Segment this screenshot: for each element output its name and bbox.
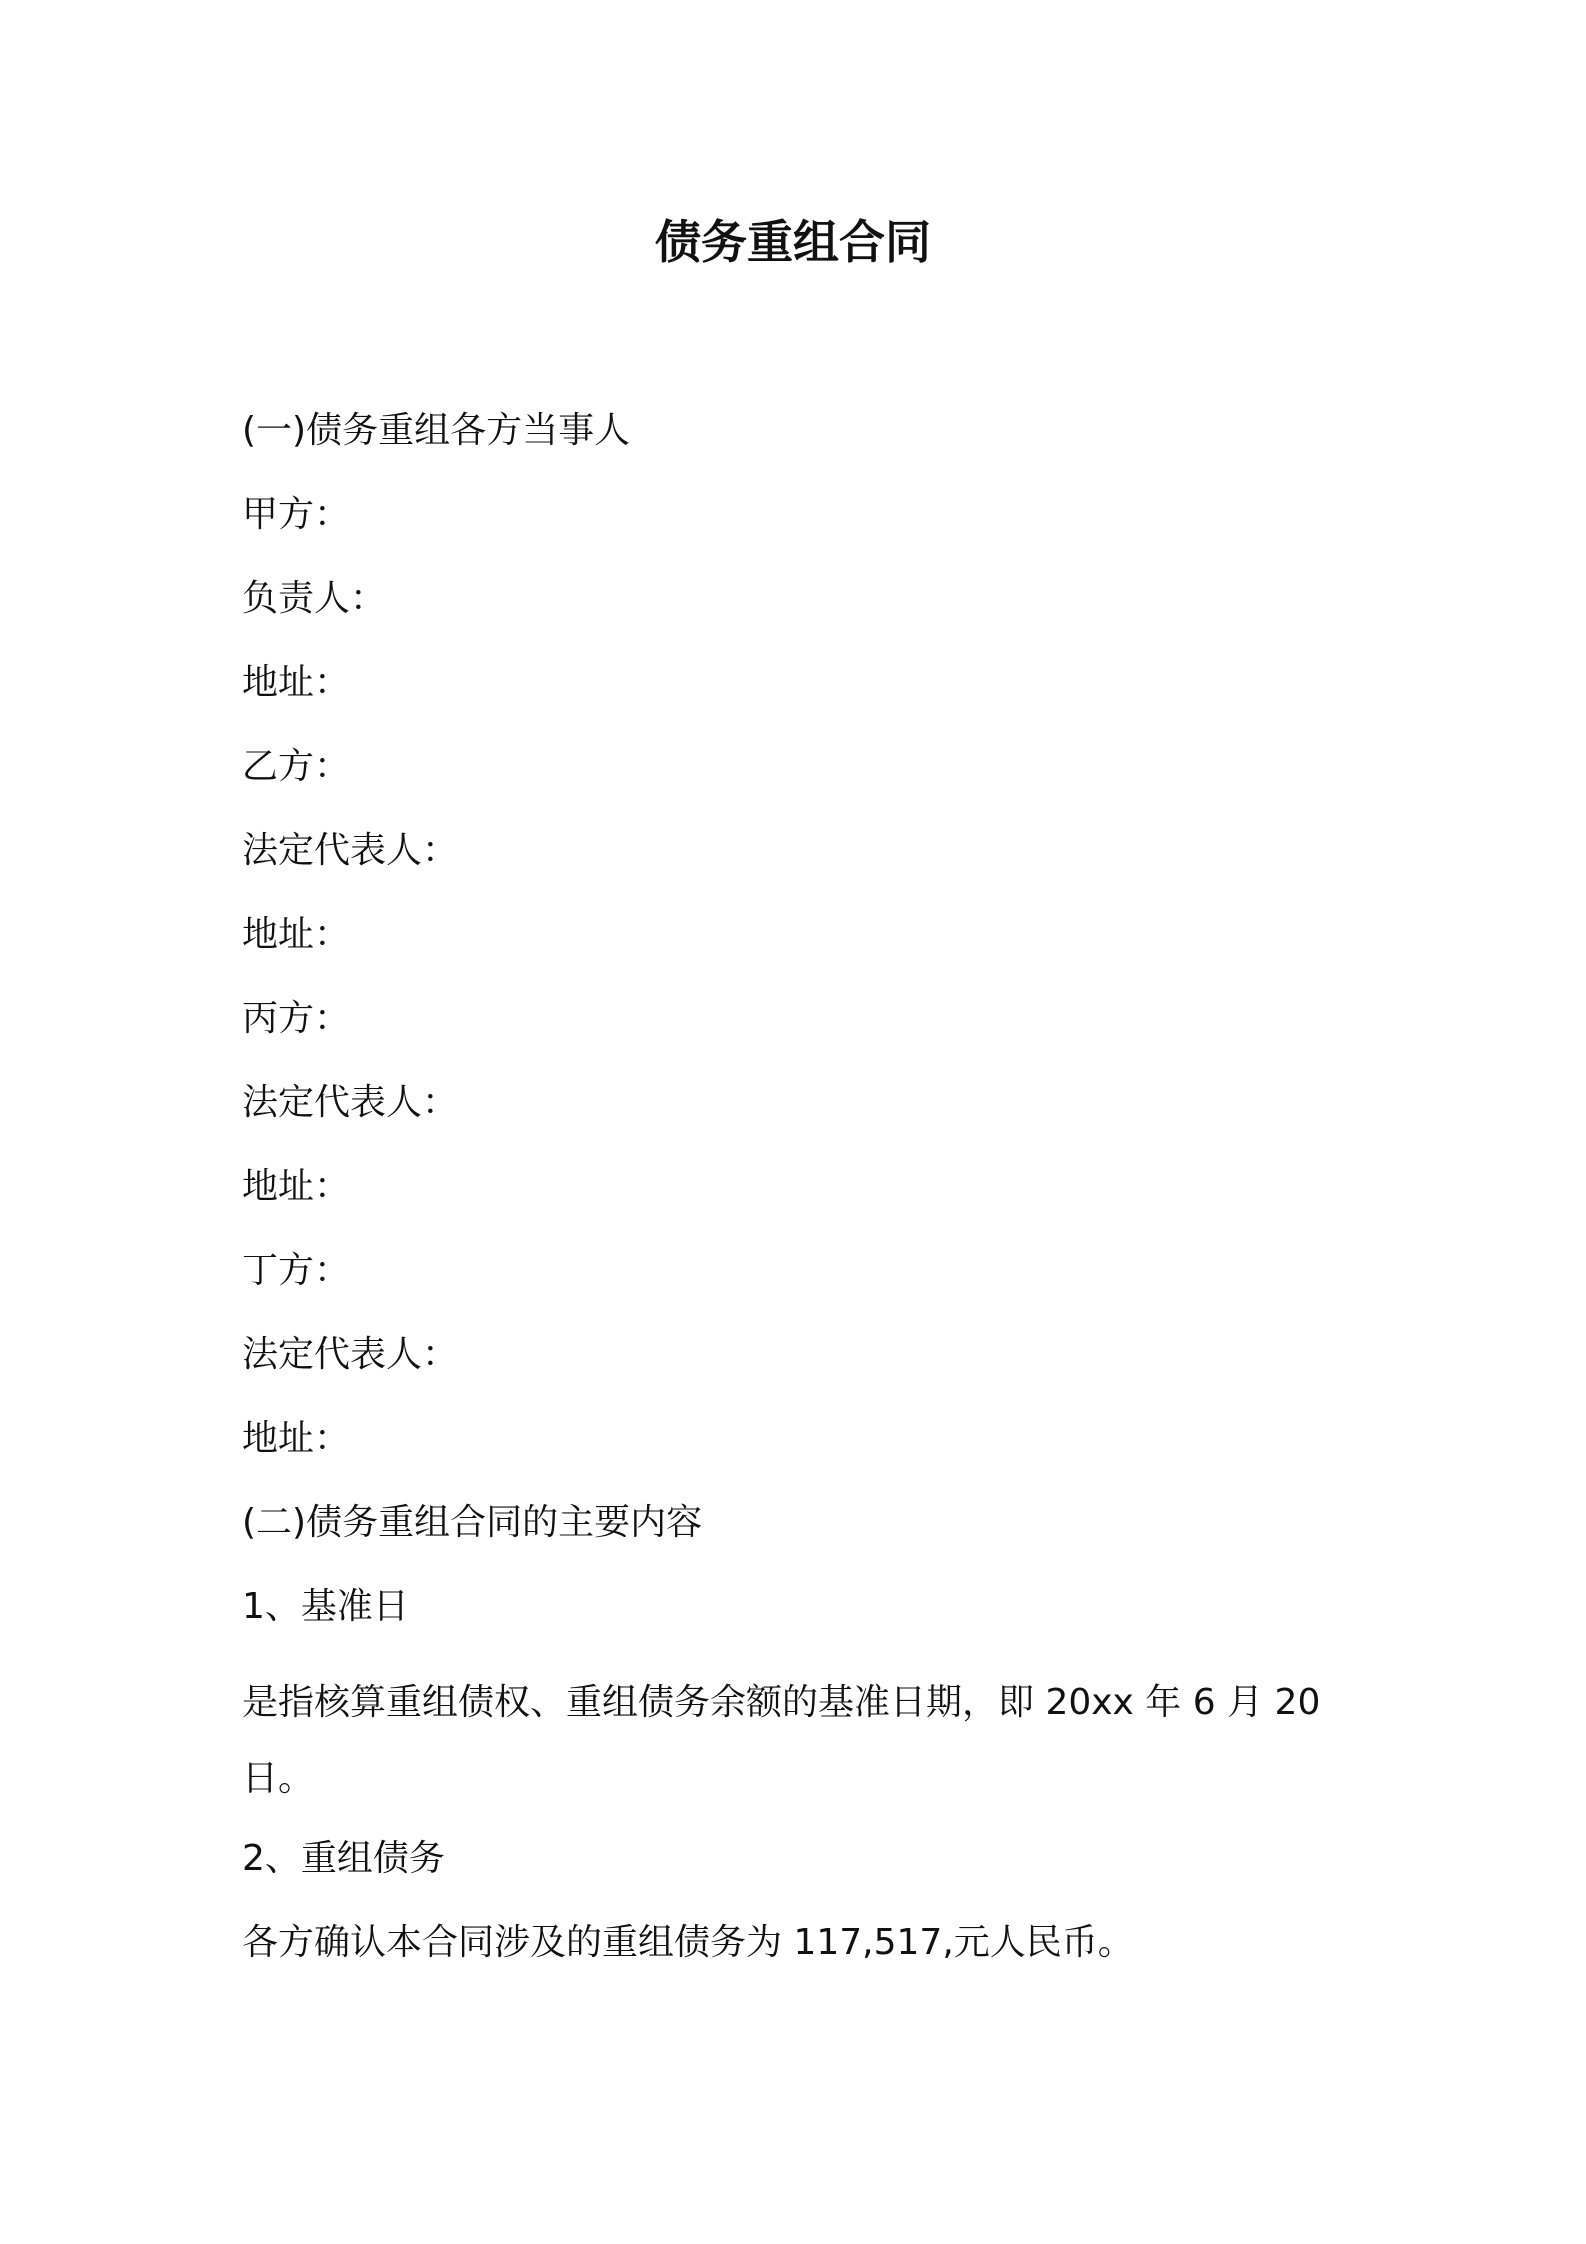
party-c-label: 丙方： xyxy=(242,998,351,1039)
base-date-paragraph: 是指核算重组债权、重组债务余额的基准日期，即 20xx 年 6 月 20 日。 xyxy=(242,1682,1321,1799)
party-d-address-label: 地址： xyxy=(242,1418,351,1459)
section-one-heading: (一)债务重组各方当事人 xyxy=(242,410,631,451)
party-a-principal-label: 负责人： xyxy=(242,578,387,619)
party-b-address-label: 地址： xyxy=(242,914,351,955)
party-a-address-label: 地址： xyxy=(242,662,351,703)
party-c-legal-rep-label: 法定代表人： xyxy=(242,1082,459,1123)
restructured-debt-heading: 2、重组债务 xyxy=(242,1838,445,1879)
party-d-label: 丁方： xyxy=(242,1250,351,1291)
party-a-label: 甲方： xyxy=(242,494,351,535)
document-body xyxy=(242,405,1352,2001)
party-b-label: 乙方： xyxy=(242,746,351,787)
restructured-debt-paragraph: 各方确认本合同涉及的重组债务为 117,517,元人民币。 xyxy=(242,1922,1134,1963)
party-c-address-label: 地址： xyxy=(242,1166,351,1207)
base-date-heading: 1、基准日 xyxy=(242,1586,409,1627)
party-b-legal-rep-label: 法定代表人： xyxy=(242,830,459,871)
document-title: 债务重组合同 xyxy=(655,215,931,269)
party-d-legal-rep-label: 法定代表人： xyxy=(242,1334,459,1375)
section-two-heading: (二)债务重组合同的主要内容 xyxy=(242,1502,703,1543)
